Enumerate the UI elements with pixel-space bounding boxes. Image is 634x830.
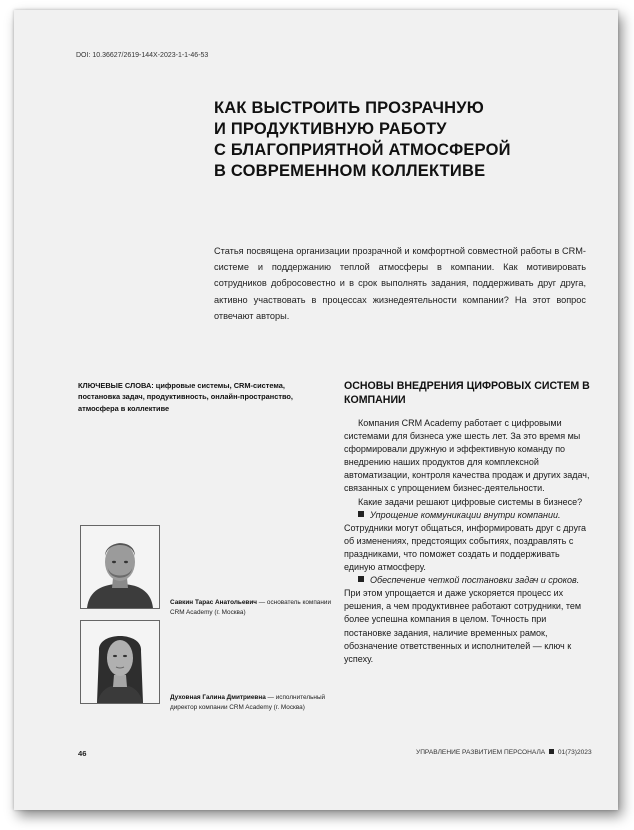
bullet-title: Упрощение коммуникации внутри компании. [370,509,561,520]
journal-footer [416,749,592,756]
title-line: С БЛАГОПРИЯТНОЙ АТМОСФЕРОЙ [214,141,511,159]
section-heading: ОСНОВЫ ВНЕДРЕНИЯ ЦИФРОВЫХ СИСТЕМ В КОМПАНИИ [344,380,590,406]
bullet-text: Сотрудники могут общаться, информировать друг с друга об изменениях, предстоящих событиях, поздравлять с праздниками, что поможет создать и поддерживать единую атмосферу. [344,522,587,573]
title-line: В СОВРЕМЕННОМ КОЛЛЕКТИВЕ [214,162,486,180]
bullet-item [344,574,590,666]
bullet-square-icon [358,511,364,517]
page-number: 46 [78,749,87,758]
paragraph: Компания CRM Academy работает с цифровыми системами для бизнеса уже шесть лет. За это время мы сформировали дружную и эффективную команду по внедрению наших продуктов для комплексной автоматизации, контроля качества продаж и других задач, связанных с упрощением бизнес-деятельности. [344,418,590,494]
journal-page [14,10,618,810]
doi-line: DOI: 10.36627/2619-144X-2023-1-1-46-53 [76,52,209,59]
body-column [344,417,590,666]
article-title [214,98,554,182]
author-name: Савкин Тарас Анатольевич [170,599,257,606]
author-role: — исполнительный директор компании CRM Academy (г. Москва) [170,694,326,711]
bullet-item [344,509,590,574]
author-name: Духовная Галина Дмитриевна [170,694,266,701]
paragraph: Какие задачи решают цифровые системы в бизнесе? [358,496,583,507]
abstract: Статья посвящена организации прозрачной и комфортной совместной работы в CRM-системе и поддержанию теплой атмосферы в компании. Как мотивировать сотрудников добросовестно и в срок выполнять задания, поддерживать друг друга, активно участвовать в процессах жизнедеятельности компании? На этот вопрос отвечают авторы. [214,246,586,321]
issue-number: 01(73)2023 [557,749,592,756]
bullet-square-icon [358,576,364,582]
author-role: — основатель компании CRM Academy (г. Москва) [170,599,332,616]
journal-name: УПРАВЛЕНИЕ РАЗВИТИЕМ ПЕРСОНАЛА [416,749,546,756]
bullet-title: Обеспечение четкой постановки задач и сроков. [370,575,580,586]
title-line: И ПРОДУКТИВНУЮ РАБОТУ [214,120,447,138]
author-caption [170,598,340,617]
keywords: КЛЮЧЕВЫЕ СЛОВА: цифровые системы, CRM-система, постановка задач, продуктивность, онлайн-пространство, атмосфера в коллективе [78,381,293,413]
bullet-text: При этом упрощается и даже ускоряется процесс их решения, а чем продуктивнее работают сотрудники, тем более успешна компания в целом. Точность при постановке задания, наличие временных рамок, обозначение ответственных и исполнителей — ключ к успеху. [344,588,582,664]
author-photo-female [80,620,160,704]
separator-square-icon [549,749,554,754]
author-caption [170,693,340,712]
title-line: КАК ВЫСТРОИТЬ ПРОЗРАЧНУЮ [214,99,484,117]
author-photo-male [80,525,160,609]
